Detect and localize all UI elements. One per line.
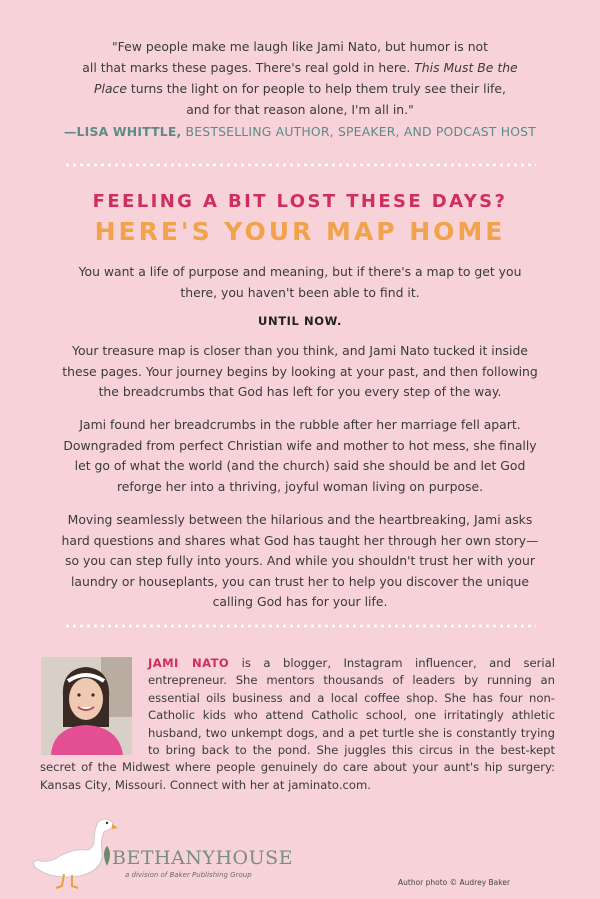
author-name: JAMI NATO [148, 656, 230, 670]
until-now-label: UNTIL NOW. [258, 314, 342, 328]
paragraph-breadcrumbs: Jami found her breadcrumbs in the rubble after her marriage fell apart. Downgraded from perfect Christian wife and mother to hot mess, she finally let go of what the world (and the church) said she should be and let God reforge her into a thriving, joyful woman living on purpose. [63, 417, 537, 494]
photo-spacer [40, 655, 148, 755]
quote-attribution [0, 124, 600, 139]
book-title-end: Place [94, 81, 127, 96]
dotted-divider-top [64, 163, 536, 167]
book-title: This Must Be the [414, 60, 518, 75]
attribution-name: —LISA WHITTLE, [63, 124, 182, 139]
headline-question: FEELING A BIT LOST THESE DAYS? [92, 191, 508, 212]
author-bio-text: is a blogger, Instagram influencer, and serial entrepreneur. She mentors thousands of leaders by running an essential oils business and a local coffee shop. She has four non-Catholic kids who attend Catholic school, one irritatingly athletic husband, two unkempt dogs, and a pet turtle she is constantly trying to bring back to the pond. She juggles this circus in the best-kept secret of the Midwest where people genuinely do care about your aunt's hip surgery: Kansas City, Missouri. Connect with her at jaminato.com. [40, 656, 555, 792]
author-bio [40, 655, 555, 794]
intro-paragraph: You want a life of purpose and meaning, but if there's a map to get you there, you haven't been able to find it. [78, 264, 522, 300]
publisher-logo: BETHANYHOUSE [112, 847, 294, 869]
attribution-role: BESTSELLING AUTHOR, SPEAKER, AND PODCAST HOST [185, 124, 537, 139]
endorsement-quote [50, 36, 550, 120]
photo-credit: Author photo © Audrey Baker [398, 878, 511, 887]
quote-line-2 [50, 57, 550, 78]
quote-line-1: "Few people make me laugh like Jami Nato, but humor is not [111, 39, 488, 54]
dotted-divider-bottom [64, 624, 536, 628]
publisher-subtitle: a division of Baker Publishing Group [125, 871, 252, 879]
quote-line-2-text: all that marks these pages. There's real gold in here. [82, 60, 411, 75]
paragraph-moving: Moving seamlessly between the hilarious and the heartbreaking, Jami asks hard questions and shares what God has taught her through her own story—so you can step fully into yours. And while you shouldn't trust her with your laundry or houseplants, you can trust her to help you discover the unique calling God has for your life. [61, 512, 539, 609]
paragraph-treasure-map: Your treasure map is closer than you think, and Jami Nato tucked it inside these pages. Your journey begins by looking at your past, and then following the breadcrumbs that God has left for you every step of the way. [62, 343, 538, 399]
quote-line-4: and for that reason alone, I'm all in." [186, 102, 414, 117]
quote-line-3: Place turns the light on for people to help them truly see their life, [94, 81, 506, 96]
headline-main: HERE'S YOUR MAP HOME [94, 217, 506, 246]
